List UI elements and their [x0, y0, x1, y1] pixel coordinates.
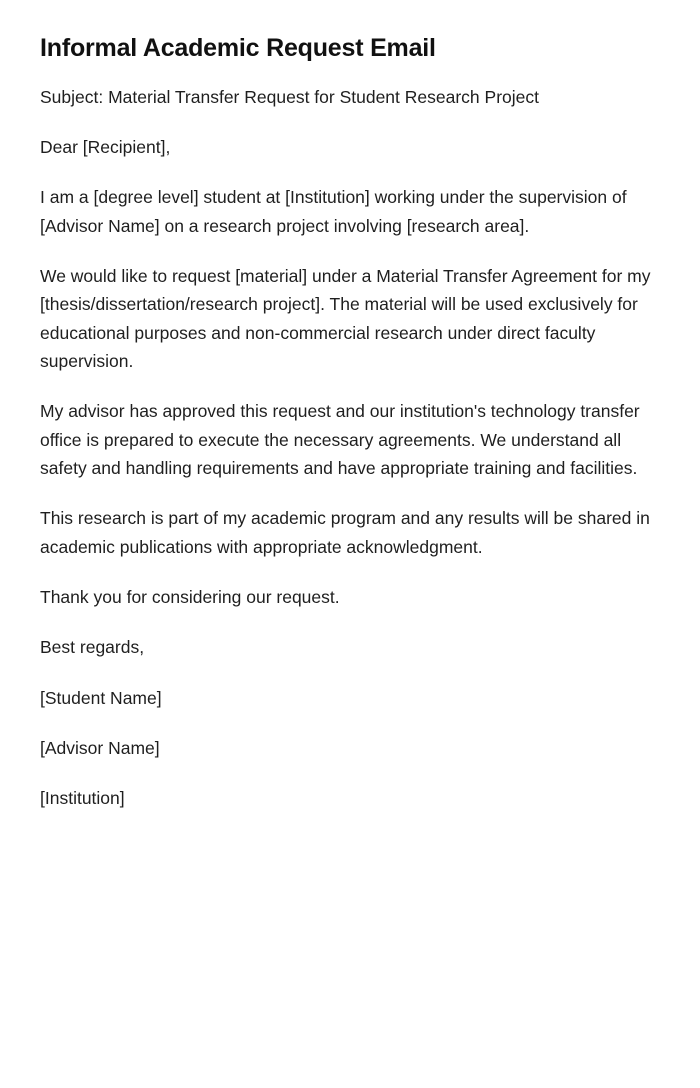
signature-student-name: [Student Name] — [40, 687, 162, 708]
email-salutation: Dear [Recipient], — [40, 136, 171, 157]
email-body-paragraph-4: This research is part of my academic program and any results will be shared in academic publications with appropriate acknowledgment. — [40, 508, 650, 557]
page-title: Informal Academic Request Email — [40, 34, 436, 62]
signature-institution: [Institution] — [40, 788, 125, 809]
email-body-paragraph-1: I am a [degree level] student at [Institution] working under the supervision of [Advisor Name] on a research project involving [research area]. — [40, 187, 627, 236]
email-sign-off: Best regards, — [40, 637, 145, 658]
email-closing-thanks: Thank you for considering our request. — [40, 586, 340, 607]
email-body-paragraph-3: My advisor has approved this request and our institution's technology transfer office is prepared to execute the necessary agreements. We understand all safety and handling requirements and have appropriate training and facilities. — [40, 401, 640, 478]
signature-advisor-name: [Advisor Name] — [40, 738, 160, 758]
email-body-paragraph-2: We would like to request [material] under a Material Transfer Agreement for my [thesis/dissertation/research project]. The material will be used exclusively for educational purposes and non-commercial research under direct faculty supervision. — [40, 265, 651, 371]
email-subject-line: Subject: Material Transfer Request for Student Research Project — [40, 86, 539, 107]
